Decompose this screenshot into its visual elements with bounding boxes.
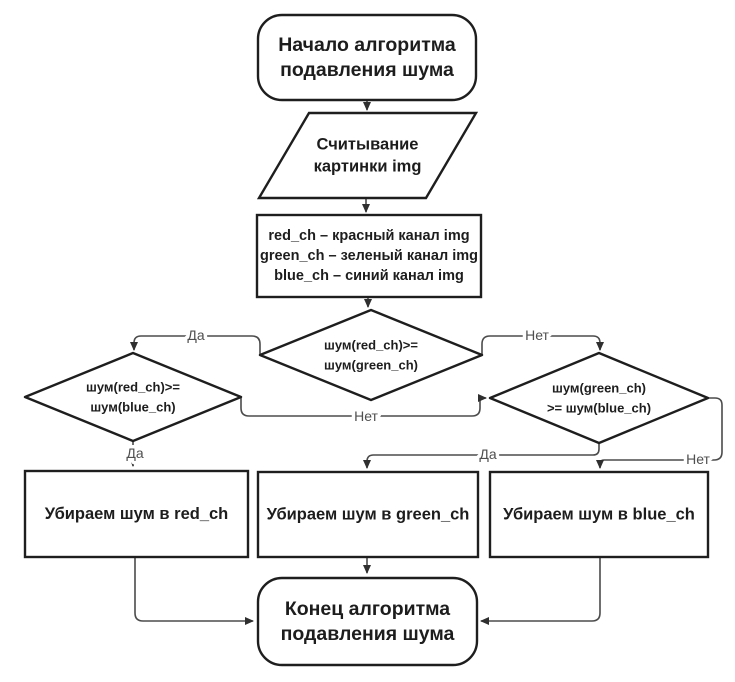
node-decision-red-vs-green-label-line: шум(red_ch)>= (324, 337, 418, 353)
node-split-channels-process-label-line: green_ch – зеленый канал img (259, 248, 479, 264)
node-decision-green-vs-blue-label-line: шум(green_ch) (552, 380, 646, 396)
edge-yes-to-left-decision-label: Да (187, 327, 205, 343)
node-decision-red-vs-blue (25, 353, 241, 441)
node-decision-green-vs-blue (490, 353, 708, 443)
node-read-image-io-label-line: картинки img (313, 157, 422, 176)
node-decision-red-vs-green-label-line: шум(green_ch) (324, 357, 418, 373)
node-end-terminator-label-line: Конец алгоритма (284, 598, 451, 620)
node-decision-red-vs-green-shape (260, 310, 482, 400)
node-decision-red-vs-blue-shape (25, 353, 241, 441)
node-denoise-blue-process (490, 472, 708, 557)
edge-no-to-right-decision-label: Нет (525, 327, 549, 343)
node-split-channels-process (257, 215, 481, 297)
node-start-terminator-label-line: Начало алгоритма (278, 34, 456, 56)
node-read-image-io-label-line: Считывание (316, 135, 419, 154)
node-decision-green-vs-blue-shape (490, 353, 708, 443)
node-denoise-red-process-label-line: Убираем шум в red_ch (44, 505, 229, 523)
node-decision-red-vs-green (260, 310, 482, 400)
node-start-terminator (258, 15, 476, 100)
node-read-image-io-shape (259, 113, 476, 198)
edge-right-no-to-blue-label: Нет (686, 451, 710, 467)
node-decision-red-vs-blue-label-line: шум(red_ch)>= (86, 379, 180, 395)
node-denoise-blue-process-label-line: Убираем шум в blue_ch (503, 505, 695, 524)
edge-red-to-end (135, 557, 253, 621)
edge-left-yes-to-red-label: Да (126, 445, 144, 461)
node-decision-red-vs-blue-label-line: шум(blue_ch) (90, 399, 176, 415)
node-read-image-io (259, 113, 476, 198)
node-end-terminator-label-line: подавления шума (280, 623, 455, 645)
node-end-terminator (258, 578, 477, 665)
node-split-channels-process-label-line: red_ch – красный канал img (268, 228, 470, 244)
node-end-terminator-shape (258, 578, 477, 665)
edge-blue-to-end (481, 557, 600, 621)
node-start-terminator-label-line: подавления шума (280, 59, 454, 81)
node-start-terminator-shape (258, 15, 476, 100)
node-denoise-red-process (25, 471, 248, 557)
node-denoise-green-process (258, 472, 478, 557)
edge-right-yes-to-green-label: Да (479, 446, 497, 462)
node-split-channels-process-label-line: blue_ch – синий канал img (274, 268, 464, 284)
edge-left-no-to-right-decision-label: Нет (354, 408, 378, 424)
node-decision-green-vs-blue-label-line: >= шум(blue_ch) (546, 400, 652, 416)
node-denoise-green-process-label-line: Убираем шум в green_ch (266, 505, 470, 524)
